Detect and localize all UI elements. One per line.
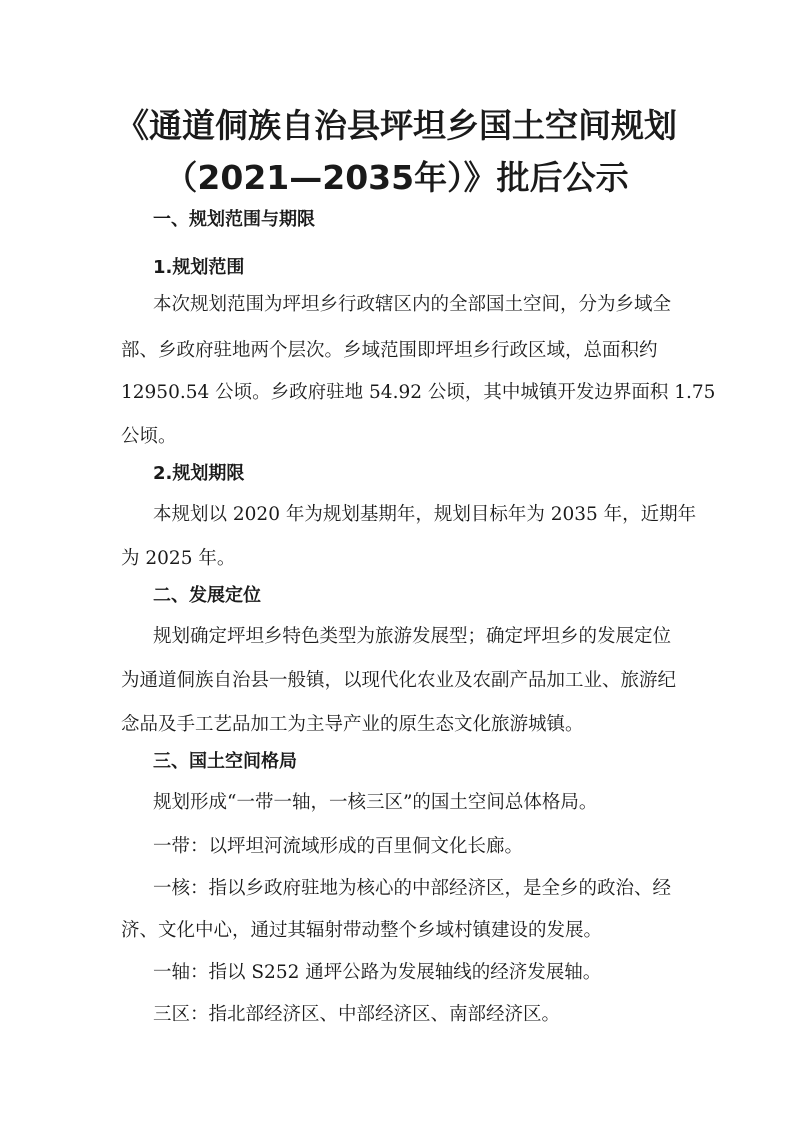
section-3-heading: 三、国土空间格局 bbox=[153, 751, 297, 772]
paragraph-line: 规划形成“一带一轴，一核三区”的国土空间总体格局。 bbox=[153, 792, 598, 813]
paragraph-line: 本规划以 2020 年为规划基期年，规划目标年为 2035 年，近期年 bbox=[153, 504, 697, 525]
paragraph-line: 为通道侗族自治县一般镇，以现代化农业及农副产品加工业、旅游纪 bbox=[121, 670, 677, 691]
section-2-heading: 二、发展定位 bbox=[153, 585, 261, 606]
paragraph-line: 规划确定坪坦乡特色类型为旅游发展型；确定坪坦乡的发展定位 bbox=[153, 626, 672, 647]
subsection-1-2-heading: 2.规划期限 bbox=[153, 463, 245, 484]
paragraph-line: 念品及手工艺品加工为主导产业的原生态文化旅游城镇。 bbox=[121, 714, 584, 735]
paragraph-line: 公顷。 bbox=[121, 426, 177, 447]
paragraph-line: 部、乡政府驻地两个层次。乡域范围即坪坦乡行政区域，总面积约 bbox=[121, 340, 658, 361]
paragraph-line: 一核：指以乡政府驻地为核心的中部经济区，是全乡的政治、经 bbox=[153, 878, 672, 899]
paragraph-line: 一轴：指以 S252 通坪公路为发展轴线的经济发展轴。 bbox=[153, 962, 602, 983]
paragraph-line: 一带：以坪坦河流域形成的百里侗文化长廊。 bbox=[153, 836, 524, 857]
paragraph-line: 三区：指北部经济区、中部经济区、南部经济区。 bbox=[153, 1004, 561, 1025]
paragraph-line: 为 2025 年。 bbox=[121, 548, 236, 569]
subsection-1-1-heading: 1.规划范围 bbox=[153, 257, 245, 278]
document-title-line-1: 《通道侗族自治县坪坦乡国土空间规划 bbox=[116, 106, 677, 145]
paragraph-line: 12950.54 公顷。乡政府驻地 54.92 公顷，其中城镇开发边界面积 1.75 bbox=[121, 382, 716, 403]
section-1-heading: 一、规划范围与期限 bbox=[153, 209, 315, 230]
paragraph-line: 济、文化中心，通过其辐射带动整个乡域村镇建设的发展。 bbox=[121, 920, 603, 941]
document-title-line-2: （2021—2035年）》批后公示 bbox=[164, 158, 629, 197]
paragraph-line: 本次规划范围为坪坦乡行政辖区内的全部国土空间，分为乡域全 bbox=[153, 294, 672, 315]
